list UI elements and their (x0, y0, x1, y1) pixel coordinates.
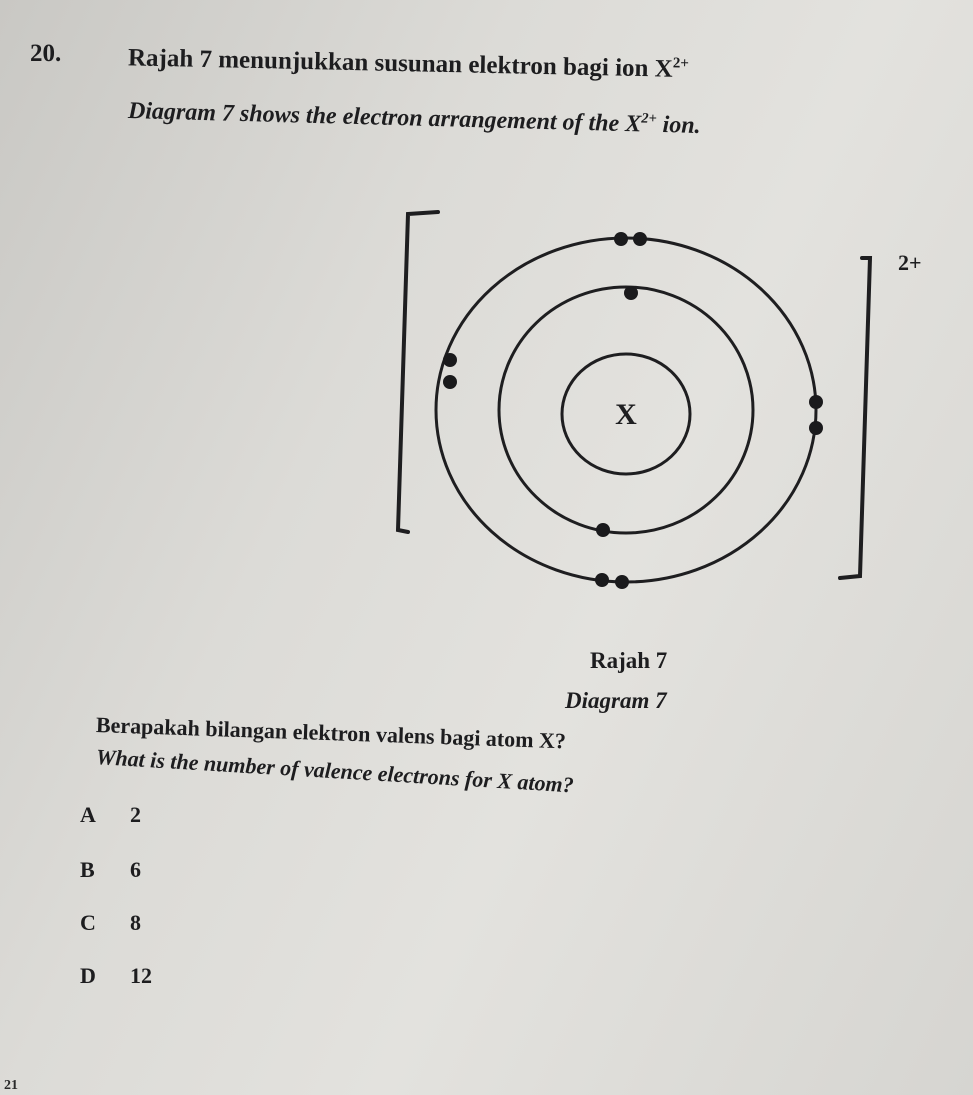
diagram-caption-malay: Rajah 7 (590, 648, 668, 673)
electron-arrangement-diagram (370, 200, 950, 600)
electron (596, 523, 610, 537)
right-bracket (840, 258, 870, 578)
ion-charge-english: 2+ (641, 110, 657, 127)
option-value: 12 (130, 963, 152, 988)
question-text-english-main: Diagram 7 shows the electron arrangement of the X (127, 98, 642, 138)
electron (614, 232, 628, 246)
question-text-english-tail: ion. (656, 111, 701, 139)
left-bracket (398, 212, 438, 532)
option-b[interactable] (80, 857, 141, 883)
electron (615, 575, 629, 589)
option-value: 2 (130, 802, 141, 827)
option-d[interactable] (80, 963, 152, 989)
question-text-malay-main: Rajah 7 menunjukkan susunan elektron bagi ion X (127, 44, 674, 83)
ion-charge-malay: 2+ (672, 55, 690, 72)
electron (809, 421, 823, 435)
question-number: 20. (30, 40, 62, 67)
prompt-malay: Berapakah bilangan elektron valens bagi atom X? (95, 712, 567, 754)
option-c[interactable] (80, 910, 141, 936)
option-letter: A (80, 802, 96, 827)
electron (595, 573, 609, 587)
question-text-english (128, 97, 701, 140)
option-letter: C (80, 910, 96, 935)
electron (443, 375, 457, 389)
option-letter: D (80, 963, 96, 988)
question-text-malay (128, 44, 689, 84)
diagram-caption-english: Diagram 7 (565, 688, 667, 713)
electron (443, 353, 457, 367)
option-letter: B (80, 857, 95, 882)
electron (633, 232, 647, 246)
prompt-english: What is the number of valence electrons for X atom? (95, 744, 575, 798)
electron (624, 286, 638, 300)
option-value: 8 (130, 910, 141, 935)
ion-charge-label: 2+ (898, 250, 922, 275)
option-value: 6 (130, 857, 141, 882)
page-number-fragment: 21 (4, 1078, 18, 1093)
option-a[interactable] (80, 802, 141, 828)
electron (809, 395, 823, 409)
nucleus-label: X (615, 398, 637, 431)
